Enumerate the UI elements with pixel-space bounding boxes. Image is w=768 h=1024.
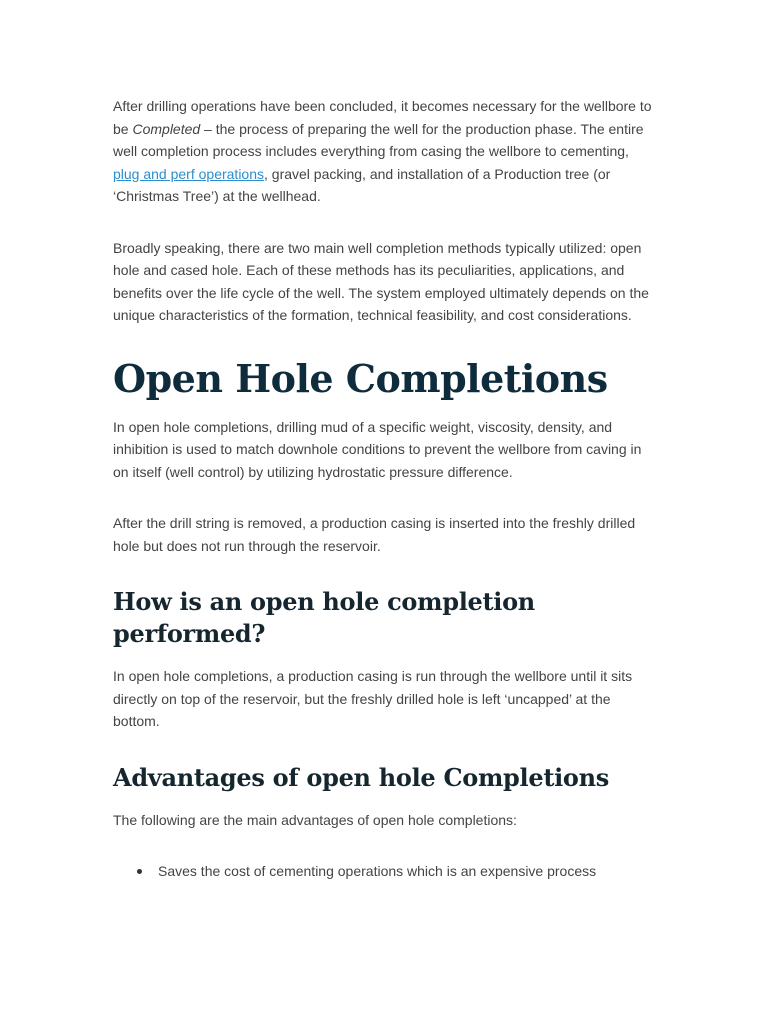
bullet-icon — [137, 869, 142, 874]
how-performed-paragraph: In open hole completions, a production casing is run through the wellbore until it sits directly on top of the reservoir, but the freshly drilled hole is left ‘uncapped’ at the bottom. — [113, 668, 633, 729]
advantages-heading: Advantages of open hole Completions — [113, 762, 609, 792]
intro-text-b: – the process of preparing the well for the production phase. The entire well completion process includes everything from casing the wellbore to cementing, — [113, 120, 644, 159]
advantages-intro: The following are the main advantages of open hole completions: — [113, 811, 517, 828]
intro-text-c: , gravel packing, and installation of a Production tree (or ‘Christmas Tree’) at the wellhead. — [113, 165, 611, 204]
open-hole-heading: Open Hole Completions — [113, 355, 608, 401]
completed-emphasis: Completed — [132, 120, 201, 137]
open-hole-paragraph-1: In open hole completions, drilling mud of a specific weight, viscosity, density, and inhibition is used to match downhole conditions to prevent the wellbore from caving in on itself (well control) by utilizing hydrostatic pressure difference. — [113, 418, 642, 480]
advantages-list — [113, 860, 658, 883]
article — [113, 95, 658, 883]
list-item — [158, 860, 658, 883]
list-item-text: Saves the cost of cementing operations which is an expensive process — [158, 863, 597, 879]
plug-and-perf-link[interactable]: plug and perf operations — [113, 165, 264, 182]
how-performed-heading: How is an open hole completion performed? — [113, 587, 535, 648]
intro-paragraph-2: Broadly speaking, there are two main well completion methods typically utilized: open hole and cased hole. Each of these methods has its peculiarities, applications, and benefits over the life cycle of the well. The system employed ultimately depends on the unique characteristics of the formation, technical feasibility, and cost considerations. — [113, 239, 649, 323]
intro-paragraph-1 — [113, 95, 658, 208]
intro-text-a: After drilling operations have been concluded, it becomes necessary for the wellbore to be — [113, 98, 652, 137]
open-hole-paragraph-2: After the drill string is removed, a production casing is inserted into the freshly drilled hole but does not run through the reservoir. — [113, 515, 636, 554]
